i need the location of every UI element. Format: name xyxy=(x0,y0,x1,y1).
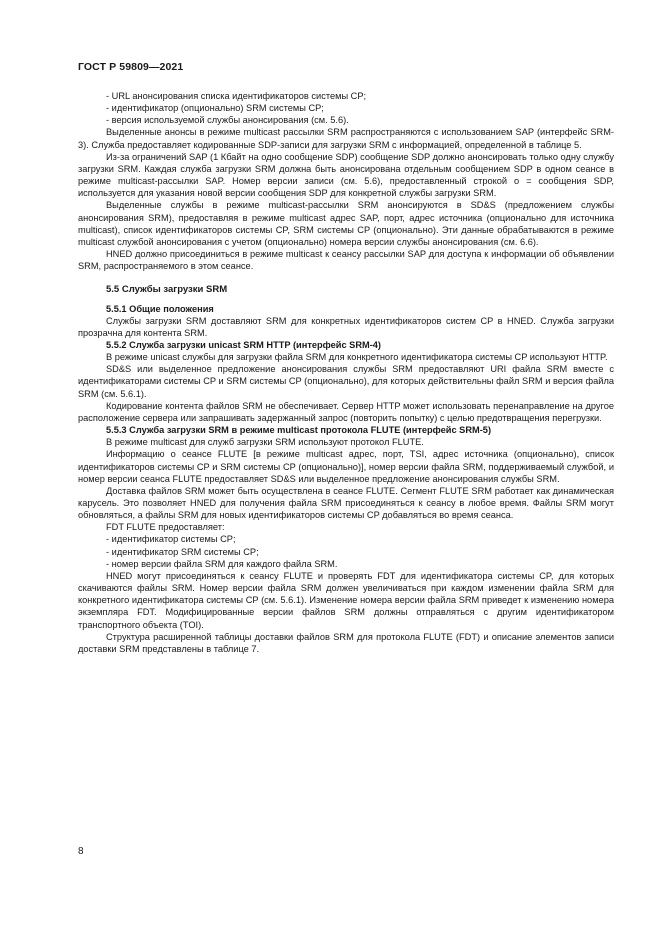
paragraph: Кодирование контента файлов SRM не обеспечивает. Сервер HTTP может использовать перенаправление на другое расположение сервера или запрашивать задержанный запрос (повторить попытку) с целью предотвращения перегрузки. xyxy=(78,400,614,423)
paragraph: SD&S или выделенное предложение анонсирования службы SRM предоставляют URI файла SRM вместе с идентификаторами системы CP и SRM системы CP (опционально), для которых действительны файл SRM и версия файла SRM (см. 5.6.1). xyxy=(78,364,614,399)
list-item: - идентификатор (опционально) SRM системы CP; xyxy=(106,103,324,114)
paragraph: HNED должно присоединиться в режиме multicast к сеансу рассылки SAP для доступа к информации об объявлении SRM, распространяемого в этом сеансе. xyxy=(78,249,614,272)
paragraph: Службы загрузки SRM доставляют SRM для конкретных идентификаторов систем CP в HNED. Служба загрузки прозрачна для контента SRM. xyxy=(78,315,614,338)
document-body xyxy=(78,90,614,655)
paragraph: Выделенные анонсы в режиме multicast рассылки SRM распространяются с использованием SAP (интерфейс SRM-3). Служба предоставляет кодированные SDP-записи для загрузки SRM с информацией, определенной в таблице 5. xyxy=(78,127,614,150)
document-header: ГОСТ Р 59809—2021 xyxy=(78,61,184,73)
list-item: - версия используемой службы анонсирования (см. 5.6). xyxy=(106,115,349,126)
list-item: - идентификатор SRM системы CP; xyxy=(106,546,259,557)
paragraph: В режиме unicast службы для загрузки файла SRM для конкретного идентификатора системы CP используют HTTP. xyxy=(106,352,608,363)
subsection-heading: 5.5.2 Служба загрузки unicast SRM HTTP (интерфейс SRM-4) xyxy=(106,339,382,350)
section-heading: 5.5 Службы загрузки SRM xyxy=(106,284,228,296)
list-item: - URL анонсирования списка идентификаторов системы CP; xyxy=(106,91,367,101)
paragraph: Выделенные службы в режиме multicast-рассылки SRM анонсируются в SD&S (предложением службы анонсирования SRM), предоставляя в режиме multicast адрес SAP, порт, адрес источника (опционально для источника multicast), список идентификаторов системы CP, SRM системы CP (опционально). Эти данные обрабатываются в режиме multicast службой анонсирования с учетом (опционально) номера версии службы анонсирования (см. 6.6). xyxy=(78,200,614,247)
subsection-heading: 5.5.1 Общие положения xyxy=(106,303,214,314)
paragraph: В режиме multicast для служб загрузки SRM используют протокол FLUTE. xyxy=(106,437,424,448)
page-number: 8 xyxy=(78,846,84,857)
list-item: - идентификатор системы CP; xyxy=(106,534,236,545)
list-item: - номер версии файла SRM для каждого файла SRM. xyxy=(106,558,338,569)
subsection-heading: 5.5.3 Служба загрузки SRM в режиме multicast протокола FLUTE (интерфейс SRM-5) xyxy=(106,425,492,436)
paragraph: HNED могут присоединяться к сеансу FLUTE и проверять FDT для идентификатора системы CP, для которых скачиваются файлы SRM. Номер версии файла SRM должен увеличиваться при каждом изменении файла SRM для конкретного идентификатора системы CP (см. 5.6.1). Изменение номера версии файла SRM приведет к изменению номера экземпляра FDT. Модифицированные версии файлов SRM должны отправляться с другим идентификатором транспортного объекта (TOI). xyxy=(78,570,614,630)
paragraph: Из-за ограничений SAP (1 Кбайт на одно сообщение SDP) сообщение SDP должно анонсировать только одну службу загрузки SRM. Каждая служба загрузки SRM должна быть анонсирована отдельным сообщением SDP в одном сеансе в режиме multicast-рассылки SAP. Номер версии записи (см. 5.6), предоставленный строкой o = сообщения SDP, используется для указания новой версии сообщения SDP для конкретной службы загрузки SRM. xyxy=(78,151,614,199)
paragraph: Структура расширенной таблицы доставки файлов SRM для протокола FLUTE (FDT) и описание элементов записи доставки SRM представлены в таблице 7. xyxy=(78,631,614,654)
paragraph: Доставка файлов SRM может быть осуществлена в сеансе FLUTE. Сегмент FLUTE SRM работает как динамическая карусель. Это позволяет HNED для получения файла SRM присоединяться к сеансу в любое время. Файлы SRM могут обновляться, а файлы SRM для новых идентификаторов системы CP добавляться во время сеанса. xyxy=(78,485,614,521)
paragraph: FDT FLUTE предоставляет: xyxy=(106,522,225,533)
paragraph: Информацию о сеансе FLUTE [в режиме multicast адрес, порт, TSI, адрес источника (опционально), список идентификаторов системы CP и SRM системы CP (опционально)], номер версии файла SRM, поддерживаемый службой, и номер версии сеанса FLUTE предоставляет SD&S или выделенное предложение анонсирования службы SRM. xyxy=(78,449,614,484)
